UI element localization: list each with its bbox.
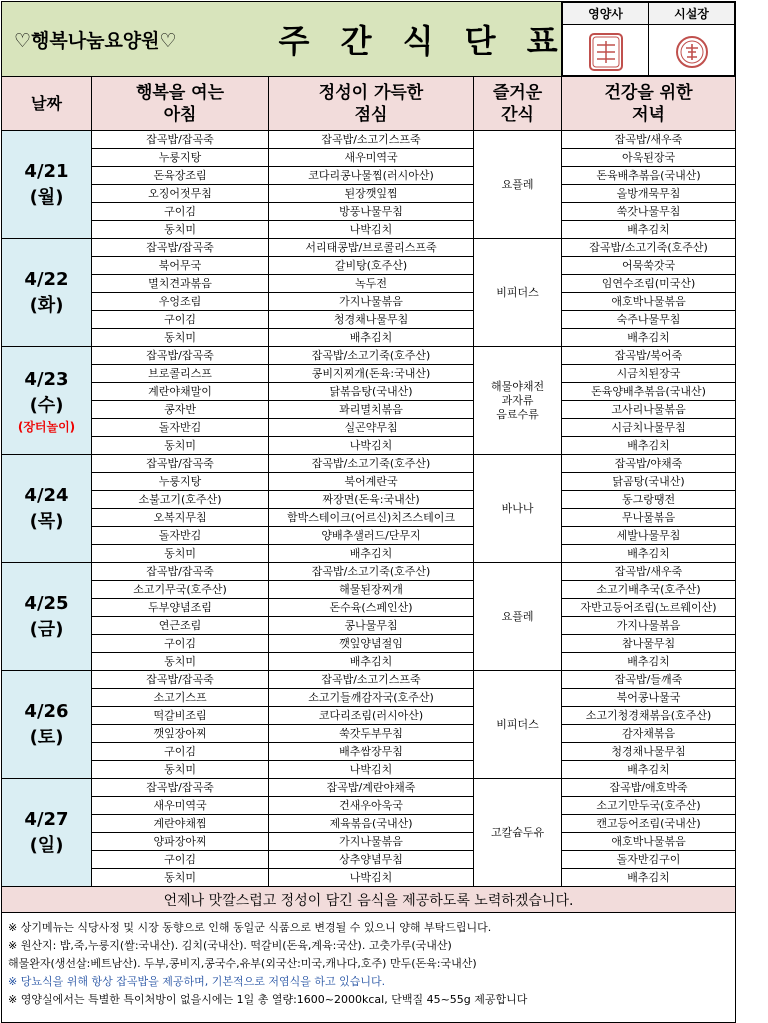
dinner-item: 자반고등어조림(노르웨이산) — [562, 599, 736, 617]
breakfast-item: 동치미 — [92, 437, 269, 455]
snack-item: 요플레 — [501, 177, 534, 191]
lunch-item: 배추쌈장무침 — [269, 743, 474, 761]
footnote-line: 해물완자(생선살:베트남산). 두부,콩비지,콩국수,유부(외국산:미국,캐나다,호주) 만두(돈육:국내산) — [8, 957, 477, 970]
lunch-item: 갈비탕(호주산) — [269, 257, 474, 275]
dinner-item: 세발나물무침 — [562, 527, 736, 545]
menu-row — [2, 167, 736, 185]
day-rows — [2, 131, 736, 887]
lunch-item: 북어계란국 — [269, 473, 474, 491]
dinner-item: 가지나물볶음 — [562, 617, 736, 635]
footnote-line: ※ 영양실에서는 특별한 특이처방이 없을시에는 1일 총 열량:1600~2000kcal, 단백질 45~55g 제공합니다 — [8, 993, 528, 1006]
menu-row — [2, 851, 736, 869]
lunch-item: 배추김치 — [269, 653, 474, 671]
lunch-item: 서리태콩밥/브로콜리스프죽 — [269, 239, 474, 257]
col-dinner-line2: 저녁 — [632, 104, 665, 125]
breakfast-item: 계란야채말이 — [92, 383, 269, 401]
breakfast-item: 잡곡밥/잡곡죽 — [92, 239, 269, 257]
dinner-item: 잡곡밥/들깨죽 — [562, 671, 736, 689]
breakfast-item: 두부양념조림 — [92, 599, 269, 617]
closing-message: 언제나 맛깔스럽고 정성이 담긴 음식을 제공하도록 노력하겠습니다. — [2, 887, 736, 913]
lunch-item: 해물된장찌개 — [269, 581, 474, 599]
menu-row — [2, 869, 736, 887]
breakfast-item: 떡갈비조림 — [92, 707, 269, 725]
breakfast-item: 새우미역국 — [92, 797, 269, 815]
snack-item: 바나나 — [501, 501, 534, 515]
round-seal-icon — [674, 32, 710, 72]
snack-item: 고칼슘두유 — [490, 825, 545, 839]
menu-row — [2, 689, 736, 707]
menu-row — [2, 671, 736, 689]
breakfast-item: 돈육장조림 — [92, 167, 269, 185]
snack-item: 비피더스 — [496, 285, 539, 299]
menu-row — [2, 545, 736, 563]
col-dinner — [562, 77, 736, 131]
lunch-item: 건새우아욱국 — [269, 797, 474, 815]
day-weekday: (금) — [29, 618, 64, 640]
dinner-item: 소고기배추국(호주산) — [562, 581, 736, 599]
menu-row — [2, 149, 736, 167]
breakfast-item: 잡곡밥/잡곡죽 — [92, 671, 269, 689]
dinner-item: 어묵쑥갓국 — [562, 257, 736, 275]
menu-row — [2, 743, 736, 761]
dinner-item: 잡곡밥/새우죽 — [562, 563, 736, 581]
dinner-item: 돌자반김구이 — [562, 851, 736, 869]
day-date: 4/26 — [24, 700, 69, 722]
lunch-item: 가지나물볶음 — [269, 833, 474, 851]
day-weekday: (토) — [29, 726, 64, 748]
snack-item: 과자류 — [501, 393, 534, 407]
title-row — [2, 2, 736, 77]
day-date: 4/23 — [24, 368, 69, 390]
menu-row — [2, 455, 736, 473]
breakfast-item: 잡곡밥/잡곡죽 — [92, 455, 269, 473]
dinner-item: 소고기만두국(호주산) — [562, 797, 736, 815]
breakfast-item: 잡곡밥/잡곡죽 — [92, 131, 269, 149]
menu-row — [2, 257, 736, 275]
dinner-item: 감자채볶음 — [562, 725, 736, 743]
dinner-item: 잡곡밥/소고기죽(호주산) — [562, 239, 736, 257]
nutritionist-stamp — [563, 25, 649, 76]
page-title: 주 간 식 단 표 — [278, 22, 568, 60]
lunch-item: 짜장면(돈육:국내산) — [269, 491, 474, 509]
closing-row — [2, 887, 736, 913]
day-date-cell — [2, 131, 92, 239]
menu-row — [2, 815, 736, 833]
day-date: 4/21 — [24, 160, 69, 182]
day-date: 4/27 — [24, 808, 69, 830]
col-dinner-line1: 건강을 위한 — [604, 82, 693, 103]
lunch-item: 배추김치 — [269, 545, 474, 563]
breakfast-item: 깻잎장아찌 — [92, 725, 269, 743]
breakfast-item: 브로콜리스프 — [92, 365, 269, 383]
menu-row — [2, 311, 736, 329]
menu-row — [2, 131, 736, 149]
lunch-item: 된장깻잎찜 — [269, 185, 474, 203]
dinner-item: 북어콩나물국 — [562, 689, 736, 707]
dinner-item: 동그랑땡전 — [562, 491, 736, 509]
lunch-item: 나박김치 — [269, 761, 474, 779]
director-stamp — [649, 25, 735, 76]
lunch-item: 잡곡밥/소고기죽(호주산) — [269, 455, 474, 473]
dinner-item: 올방개묵무침 — [562, 185, 736, 203]
footnote-line: ※ 원산지: 밥,죽,누룽지(쌀:국내산). 김치(국내산). 떡갈비(돈육,계육:국산). 고춧가루(국내산) — [8, 939, 452, 952]
day-date-cell — [2, 455, 92, 563]
snack-cell — [474, 563, 562, 671]
breakfast-item: 동치미 — [92, 545, 269, 563]
breakfast-item: 동치미 — [92, 761, 269, 779]
dinner-item: 잡곡밥/야채죽 — [562, 455, 736, 473]
menu-row — [2, 833, 736, 851]
breakfast-item: 동치미 — [92, 869, 269, 887]
menu-row — [2, 779, 736, 797]
footnote-line: ※ 상기메뉴는 식당사정 및 시장 동향으로 인해 동일군 식품으로 변경될 수 있으니 양해 부탁드립니다. — [8, 921, 492, 934]
menu-row — [2, 329, 736, 347]
breakfast-item: 멸치견과볶음 — [92, 275, 269, 293]
breakfast-item: 콩자반 — [92, 401, 269, 419]
dinner-item: 배추김치 — [562, 329, 736, 347]
menu-row — [2, 617, 736, 635]
lunch-item: 청경채나물무침 — [269, 311, 474, 329]
snack-item: 요플레 — [501, 609, 534, 623]
dinner-item: 잡곡밥/애호박죽 — [562, 779, 736, 797]
breakfast-item: 동치미 — [92, 329, 269, 347]
col-lunch-line1: 정성이 가득한 — [318, 82, 424, 103]
approval-box — [562, 2, 735, 76]
footnotes — [2, 913, 736, 1023]
dinner-item: 잡곡밥/북어죽 — [562, 347, 736, 365]
breakfast-item: 오복지무침 — [92, 509, 269, 527]
day-date: 4/22 — [24, 268, 69, 290]
breakfast-item: 동치미 — [92, 653, 269, 671]
breakfast-item: 누룽지탕 — [92, 473, 269, 491]
menu-row — [2, 347, 736, 365]
sign-label-director: 시설장 — [649, 3, 735, 25]
lunch-item: 잡곡밥/계란야채죽 — [269, 779, 474, 797]
dinner-item: 청경채나물무침 — [562, 743, 736, 761]
dinner-item: 애호박나물볶음 — [562, 833, 736, 851]
lunch-item: 잡곡밥/소고기죽(호주산) — [269, 563, 474, 581]
day-weekday: (화) — [29, 294, 64, 316]
menu-row — [2, 707, 736, 725]
day-weekday: (목) — [29, 510, 64, 532]
breakfast-item: 잡곡밥/잡곡죽 — [92, 779, 269, 797]
col-snack-line2: 간식 — [501, 104, 534, 125]
menu-row — [2, 635, 736, 653]
col-lunch — [269, 77, 474, 131]
dinner-item: 애호박나물볶음 — [562, 293, 736, 311]
dinner-item: 숙주나물무침 — [562, 311, 736, 329]
dinner-item: 임연수조림(미국산) — [562, 275, 736, 293]
breakfast-item: 구이김 — [92, 311, 269, 329]
menu-row — [2, 563, 736, 581]
dinner-item: 배추김치 — [562, 869, 736, 887]
breakfast-item: 계란야채찜 — [92, 815, 269, 833]
menu-row — [2, 185, 736, 203]
breakfast-item: 오징어젓무침 — [92, 185, 269, 203]
lunch-item: 함박스테이크(어르신)치즈스테이크 — [269, 509, 474, 527]
dinner-item: 시금치된장국 — [562, 365, 736, 383]
snack-item: 해물야채전 — [490, 379, 545, 393]
lunch-item: 가지나물볶음 — [269, 293, 474, 311]
footnote-row — [2, 913, 736, 1023]
lunch-item: 코다리콩나물찜(러시아산) — [269, 167, 474, 185]
breakfast-item: 북어무국 — [92, 257, 269, 275]
col-breakfast-line1: 행복을 여는 — [135, 82, 225, 103]
lunch-item: 새우미역국 — [269, 149, 474, 167]
dinner-item: 닭곰탕(국내산) — [562, 473, 736, 491]
menu-row — [2, 221, 736, 239]
col-breakfast-line2: 아침 — [163, 104, 197, 125]
dinner-item: 배추김치 — [562, 437, 736, 455]
dinner-item: 참나물무침 — [562, 635, 736, 653]
dinner-item: 돈육양배추볶음(국내산) — [562, 383, 736, 401]
dinner-item: 고사리나물볶음 — [562, 401, 736, 419]
snack-cell — [474, 239, 562, 347]
snack-cell — [474, 671, 562, 779]
lunch-item: 잡곡밥/소고기스프죽 — [269, 131, 474, 149]
menu-row — [2, 599, 736, 617]
lunch-item: 배추김치 — [269, 329, 474, 347]
menu-row — [2, 653, 736, 671]
snack-cell — [474, 779, 562, 887]
day-date: 4/25 — [24, 592, 69, 614]
lunch-item: 소고기들깨감자국(호주산) — [269, 689, 474, 707]
sign-label-nutritionist: 영양사 — [563, 3, 649, 25]
lunch-item: 잡곡밥/소고기죽(호주산) — [269, 347, 474, 365]
lunch-item: 나박김치 — [269, 869, 474, 887]
lunch-item: 잡곡밥/소고기스프죽 — [269, 671, 474, 689]
snack-cell — [474, 347, 562, 455]
breakfast-item: 돌자반김 — [92, 419, 269, 437]
dinner-item: 배추김치 — [562, 761, 736, 779]
dinner-item: 시금치나물무침 — [562, 419, 736, 437]
lunch-item: 양배추샐러드/단무지 — [269, 527, 474, 545]
dinner-item: 소고기청경채볶음(호주산) — [562, 707, 736, 725]
menu-row — [2, 383, 736, 401]
menu-row — [2, 473, 736, 491]
lunch-item: 닭볶음탕(국내산) — [269, 383, 474, 401]
lunch-item: 깻잎양념절임 — [269, 635, 474, 653]
col-date: 날짜 — [2, 77, 92, 131]
dinner-item: 아욱된장국 — [562, 149, 736, 167]
menu-row — [2, 581, 736, 599]
breakfast-item: 소불고기(호주산) — [92, 491, 269, 509]
dinner-item: 무나물볶음 — [562, 509, 736, 527]
day-weekday: (수) — [29, 394, 64, 416]
breakfast-item: 소고기무국(호주산) — [92, 581, 269, 599]
breakfast-item: 구이김 — [92, 851, 269, 869]
dinner-item: 배추김치 — [562, 653, 736, 671]
menu-row — [2, 293, 736, 311]
column-header-row — [2, 77, 736, 131]
breakfast-item: 소고기스프 — [92, 689, 269, 707]
menu-row — [2, 509, 736, 527]
breakfast-item: 누룽지탕 — [92, 149, 269, 167]
lunch-item: 나박김치 — [269, 221, 474, 239]
day-weekday: (월) — [29, 186, 64, 208]
col-breakfast — [92, 77, 269, 131]
breakfast-item: 연근조림 — [92, 617, 269, 635]
lunch-item: 콩나물무침 — [269, 617, 474, 635]
org-name: ♡행복나눔요양원♡ — [14, 29, 177, 52]
breakfast-item: 잡곡밥/잡곡죽 — [92, 347, 269, 365]
dinner-item: 잡곡밥/새우죽 — [562, 131, 736, 149]
dinner-item: 배추김치 — [562, 545, 736, 563]
lunch-item: 실곤약무침 — [269, 419, 474, 437]
lunch-item: 쑥갓두부무침 — [269, 725, 474, 743]
menu-table — [1, 1, 736, 1023]
breakfast-item: 구이김 — [92, 635, 269, 653]
footnote-line: ※ 당뇨식을 위해 항상 잡곡밥을 제공하며, 기본적으로 저염식을 하고 있습니다. — [8, 975, 386, 988]
snack-item: 비피더스 — [496, 717, 539, 731]
snack-item: 음료수류 — [496, 407, 539, 421]
col-lunch-line2: 점심 — [354, 104, 388, 125]
breakfast-item: 구이김 — [92, 743, 269, 761]
col-snack — [474, 77, 562, 131]
day-date-cell — [2, 671, 92, 779]
lunch-item: 방풍나물무침 — [269, 203, 474, 221]
day-date-cell — [2, 239, 92, 347]
breakfast-item: 구이김 — [92, 203, 269, 221]
lunch-item: 녹두전 — [269, 275, 474, 293]
breakfast-item: 양파장아찌 — [92, 833, 269, 851]
menu-row — [2, 203, 736, 221]
menu-row — [2, 725, 736, 743]
lunch-item: 콩비지찌개(돈육:국내산) — [269, 365, 474, 383]
snack-cell — [474, 455, 562, 563]
day-date-cell — [2, 563, 92, 671]
menu-row — [2, 365, 736, 383]
dinner-item: 돈육배추볶음(국내산) — [562, 167, 736, 185]
snack-cell — [474, 131, 562, 239]
menu-row — [2, 527, 736, 545]
breakfast-item: 동치미 — [92, 221, 269, 239]
dinner-item: 캔고등어조림(국내산) — [562, 815, 736, 833]
dinner-item: 쑥갓나물무침 — [562, 203, 736, 221]
menu-row — [2, 437, 736, 455]
lunch-item: 돈수육(스페인산) — [269, 599, 474, 617]
menu-row — [2, 491, 736, 509]
seal-stamp-icon — [588, 32, 624, 72]
lunch-item: 나박김치 — [269, 437, 474, 455]
menu-row — [2, 275, 736, 293]
weekly-menu-sheet — [1, 1, 735, 1014]
menu-row — [2, 761, 736, 779]
day-weekday: (일) — [29, 834, 64, 856]
menu-row — [2, 401, 736, 419]
lunch-item: 상추양념무침 — [269, 851, 474, 869]
day-date: 4/24 — [24, 484, 69, 506]
menu-row — [2, 797, 736, 815]
day-date-cell — [2, 779, 92, 887]
day-event: (장터놀이) — [17, 419, 76, 434]
lunch-item: 제육볶음(국내산) — [269, 815, 474, 833]
menu-row — [2, 419, 736, 437]
dinner-item: 배추김치 — [562, 221, 736, 239]
breakfast-item: 우엉조림 — [92, 293, 269, 311]
lunch-item: 꽈리멸치볶음 — [269, 401, 474, 419]
breakfast-item: 돌자반김 — [92, 527, 269, 545]
day-date-cell — [2, 347, 92, 455]
breakfast-item: 잡곡밥/잡곡죽 — [92, 563, 269, 581]
lunch-item: 코다리조림(러시아산) — [269, 707, 474, 725]
menu-row — [2, 239, 736, 257]
col-snack-line1: 즐거운 — [492, 82, 543, 103]
